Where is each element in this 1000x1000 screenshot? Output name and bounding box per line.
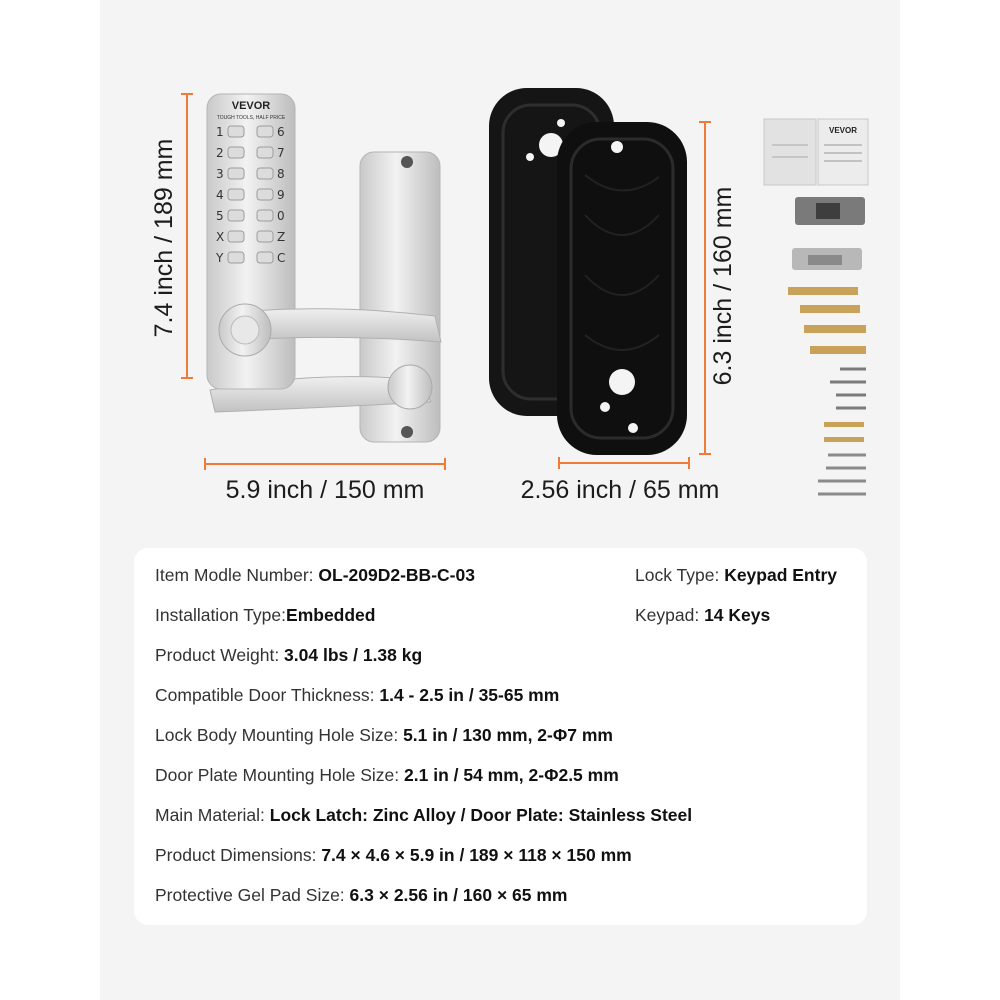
keypad-keys-right: [257, 126, 273, 263]
key-label: 6: [277, 125, 285, 139]
lock-width-label: 5.9 inch / 150 mm: [225, 476, 425, 504]
spec-lock-type: Lock Type: Keypad Entry: [635, 565, 837, 585]
long-screws: [818, 455, 866, 494]
spec-weight: Product Weight: 3.04 lbs / 1.38 kg: [155, 645, 423, 665]
spec-model: Item Modle Number: OL-209D2-BB-C-03: [155, 565, 475, 585]
spec-body-hole: Lock Body Mounting Hole Size: 5.1 in / 130 mm, 2-Φ7 mm: [155, 725, 613, 745]
brand-logo: VEVOR: [231, 100, 271, 112]
spec-material: Main Material: Lock Latch: Zinc Alloy / Door Plate: Stainless Steel: [155, 805, 693, 825]
accessories-illustration: [760, 115, 880, 505]
screws: [830, 369, 866, 408]
key-label: Z: [277, 230, 286, 244]
bolt-1: [824, 422, 864, 427]
pad-width-label: 2.56 inch / 65 mm: [520, 476, 720, 504]
keypad-keys-left: [228, 126, 244, 263]
key-label: 4: [216, 188, 224, 202]
key-label: 2: [216, 146, 224, 160]
key-label: 7: [277, 146, 285, 160]
key-label: 3: [216, 167, 224, 181]
spec-door-thickness: Compatible Door Thickness: 1.4 - 2.5 in / 35-65 mm: [155, 685, 560, 705]
lock-width-dimension-line: [203, 457, 447, 471]
spec-keypad: Keypad: 14 Keys: [635, 605, 771, 625]
back-handle-rose: [388, 365, 432, 409]
key-label: 1: [216, 125, 224, 139]
spindle-4: [810, 346, 866, 354]
brand-tagline: TOUGH TOOLS, HALF PRICE: [216, 115, 286, 121]
bolt-2: [824, 437, 864, 442]
manual-sheet-1: [764, 119, 816, 185]
lock-height-label: 7.4 inch / 189 mm: [150, 138, 178, 338]
key-label: 9: [277, 188, 285, 202]
key-label: 0: [277, 209, 285, 223]
gel-pad-front: [557, 122, 687, 455]
pad-width-dimension-line: [557, 456, 691, 470]
screw-hole-top: [401, 156, 413, 168]
screw-hole-bottom: [401, 426, 413, 438]
pad-height-label: 6.3 inch / 160 mm: [709, 186, 737, 386]
keypad-lock-illustration: [195, 90, 455, 450]
key-label: C: [277, 251, 286, 265]
spec-gel-pad: Protective Gel Pad Size: 6.3 × 2.56 in / 160 × 65 mm: [155, 885, 568, 905]
key-label: 5: [216, 209, 224, 223]
manual-logo: VEVOR: [828, 126, 858, 135]
key-label: 8: [277, 167, 285, 181]
spindle-2: [800, 305, 860, 313]
gel-pads-illustration: [485, 85, 695, 460]
spindle-3: [804, 325, 866, 333]
spindle-1: [788, 287, 858, 295]
lock-height-dimension-line: [180, 92, 194, 382]
key-label: Y: [216, 251, 224, 265]
spec-installation: Installation Type:Embedded: [155, 605, 376, 625]
spec-dimensions: Product Dimensions: 7.4 × 4.6 × 5.9 in / 189 × 118 × 150 mm: [155, 845, 632, 865]
spec-plate-hole: Door Plate Mounting Hole Size: 2.1 in / 54 mm, 2-Φ2.5 mm: [155, 765, 619, 785]
key-label: X: [216, 230, 225, 244]
